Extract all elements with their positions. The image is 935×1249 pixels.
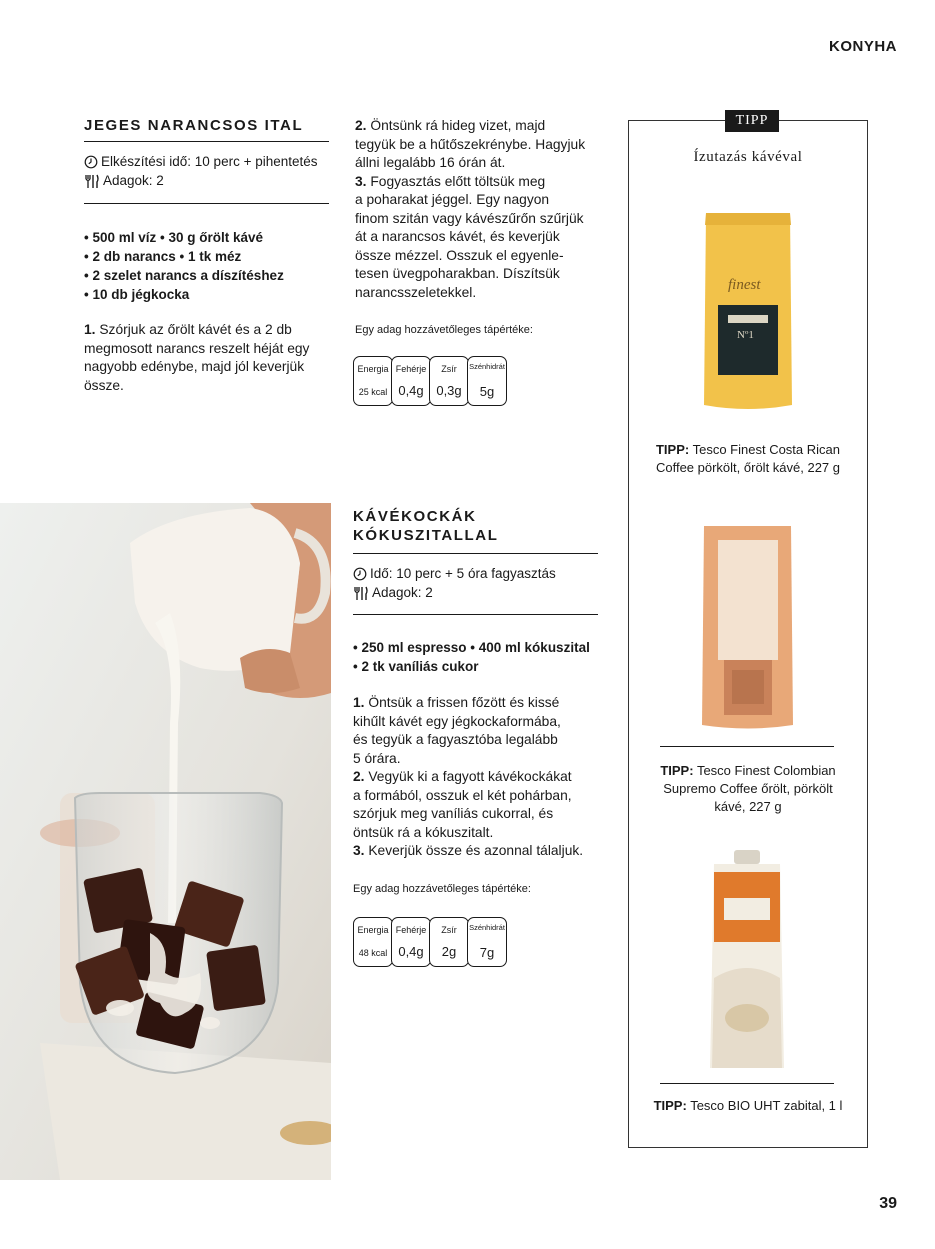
nutrition-value: 0,4g	[398, 383, 424, 398]
product-image-colombian	[690, 520, 805, 735]
nutrition-cell-energy	[353, 917, 393, 967]
step-line: szórjuk meg vaníliás cukorral, és	[353, 806, 554, 821]
step-line: tegyük be a hűtőszekrénybe. Hagyjuk	[355, 136, 586, 152]
nutrition-value: 5g	[479, 384, 495, 399]
page-number: 39	[879, 1195, 897, 1212]
step-line: Fogyasztás előtt töltsük meg	[370, 173, 546, 189]
product-image-oat-drink	[700, 848, 795, 1073]
product-image-costa-rican	[688, 205, 808, 415]
recipe2-ingredients	[353, 638, 590, 676]
section-label: KONYHA	[828, 38, 897, 55]
tip-prefix: TIPP:	[660, 763, 694, 778]
cutlery-icon	[84, 171, 100, 190]
ingredient-line: • 2 tk vaníliás cukor	[353, 659, 479, 674]
prep-time-text: Idő: 10 perc + 5 óra fagyasztás	[370, 566, 556, 581]
recipe2-prep-time	[353, 564, 556, 583]
nutrition-label: Szénhidrát	[469, 362, 505, 371]
nutrition-cell-energy	[353, 356, 393, 406]
ingredient-line: • 250 ml espresso • 400 ml kókuszital	[353, 640, 590, 655]
nutrition-value: 2g	[441, 944, 457, 959]
recipe1-nutrition-table	[353, 356, 505, 406]
nutrition-label: Zsír	[441, 364, 457, 374]
recipe2-nutrition-table	[353, 917, 505, 967]
nutrition-label: Zsír	[441, 925, 457, 935]
servings-text: Adagok: 2	[103, 173, 164, 188]
divider	[84, 203, 329, 204]
title-line: KÁVÉKOCKÁK	[353, 508, 477, 525]
nutrition-intro: Egy adag hozzávetőleges tápértéke:	[353, 883, 531, 895]
step-line: Vegyük ki a fagyott kávékockákat	[368, 769, 572, 784]
tip-prefix: TIPP:	[653, 1098, 687, 1113]
clock-icon	[353, 564, 367, 583]
recipe1-prep-time	[84, 152, 318, 171]
step-number: 3.	[353, 843, 365, 858]
nutrition-cell-carbs	[467, 917, 507, 967]
step-line: kihűlt kávét egy jégkockaformába,	[353, 713, 561, 729]
step-line: tesen üvegpoharakban. Díszítsük	[355, 266, 560, 281]
nutrition-label: Fehérje	[395, 364, 427, 374]
step-number: 3.	[355, 173, 367, 189]
product-caption-costa-rican	[628, 441, 868, 477]
ingredient-line: • 2 szelet narancs a díszítéshez	[84, 268, 284, 283]
step-line: Öntsük a frissen főzött és kissé	[368, 695, 560, 710]
step-line: finom szitán vagy kávészűrőn szűrjük	[355, 210, 584, 226]
step-line: Öntsünk rá hideg vizet, majd	[370, 118, 546, 133]
step-number: 2.	[355, 118, 367, 133]
divider	[353, 614, 598, 615]
servings-text: Adagok: 2	[372, 585, 433, 600]
step-line: össze mézzel. Osszuk el egyenle-	[355, 247, 564, 263]
nutrition-label: Fehérje	[395, 925, 427, 935]
recipe2-title	[353, 507, 499, 545]
step-line: össze.	[84, 377, 124, 393]
nutrition-value: 25 kcal	[358, 387, 388, 397]
step-number: 1.	[84, 322, 96, 337]
tip-prefix: TIPP:	[655, 442, 690, 457]
brand-logo: finest	[728, 277, 761, 293]
product-name: Tesco Finest Costa Rican	[692, 442, 841, 457]
ingredient-line: • 10 db jégkocka	[84, 287, 190, 302]
tip-tag: TIPP	[725, 110, 779, 132]
recipe2-servings	[353, 583, 433, 602]
product-desc: kávé, 227 g	[714, 799, 782, 814]
product-caption-colombian	[628, 762, 868, 816]
product-desc: Coffee pörkölt, őrölt kávé, 227 g	[655, 460, 841, 475]
step-line: a poharakat jéggel. Egy nagyon	[355, 192, 550, 207]
nutrition-label: Energia	[357, 925, 389, 935]
recipe1-steps-continued	[355, 117, 605, 302]
ingredient-line: • 500 ml víz • 30 g őrölt kávé	[84, 230, 264, 245]
divider	[84, 141, 329, 142]
step-line: állni legalább 16 órán át.	[355, 155, 506, 170]
product-name: Tesco BIO UHT zabital, 1 l	[690, 1098, 843, 1113]
nutrition-value: 0,3g	[436, 383, 462, 398]
step-line: Szórjuk az őrölt kávét és a 2 db	[99, 322, 292, 337]
divider	[353, 553, 598, 554]
product-desc: Supremo Coffee őrölt, pörkölt	[663, 781, 833, 796]
step-number: 1.	[353, 695, 365, 710]
step-line: a formából, osszuk el két pohárban,	[353, 787, 572, 803]
recipe-photo	[0, 503, 331, 1180]
divider	[660, 1083, 834, 1084]
pack-label: Nº1	[737, 329, 754, 341]
nutrition-label: Energia	[357, 364, 389, 374]
step-line: Keverjük össze és azonnal tálaljuk.	[368, 843, 584, 858]
ingredient-line: • 2 db narancs • 1 tk méz	[84, 249, 242, 264]
prep-time-text: Elkészítési idő: 10 perc + pihentetés	[101, 154, 318, 169]
recipe1-ingredients	[84, 228, 284, 304]
nutrition-cell-protein	[391, 356, 431, 406]
title-line: KÓKUSZITALLAL	[353, 527, 499, 544]
step-number: 2.	[353, 769, 365, 784]
step-line: nagyobb edénybe, majd jól keverjük	[84, 359, 305, 374]
step-line: és tegyük a fagyasztóba legalább	[353, 732, 558, 747]
nutrition-cell-protein	[391, 917, 431, 967]
recipe1-step1	[84, 321, 334, 395]
nutrition-value: 48 kcal	[358, 948, 388, 958]
nutrition-cell-fat	[429, 356, 469, 406]
recipe1-title: JEGES NARANCSOS ITAL	[84, 117, 304, 134]
product-name: Tesco Finest Colombian	[696, 763, 836, 778]
nutrition-label: Szénhidrát	[469, 923, 505, 932]
step-line: öntsük rá a kókuszitalt.	[353, 824, 494, 840]
nutrition-value: 7g	[479, 945, 495, 960]
step-line: narancsszeletekkel.	[355, 284, 477, 300]
step-line: 5 órára.	[353, 750, 401, 766]
nutrition-cell-fat	[429, 917, 469, 967]
product-caption-oat-drink	[628, 1097, 868, 1115]
step-line: megmosott narancs reszelt héját egy	[84, 340, 310, 356]
tip-heading: Ízutazás kávéval	[693, 149, 803, 165]
recipe2-steps	[353, 694, 608, 861]
nutrition-intro: Egy adag hozzávetőleges tápértéke:	[355, 324, 533, 336]
nutrition-cell-carbs	[467, 356, 507, 406]
clock-icon	[84, 152, 98, 171]
nutrition-value: 0,4g	[398, 944, 424, 959]
divider	[660, 746, 834, 747]
cutlery-icon	[353, 583, 369, 602]
recipe1-servings	[84, 171, 164, 190]
step-line: át a narancsos kávét, és keverjük	[355, 229, 560, 244]
